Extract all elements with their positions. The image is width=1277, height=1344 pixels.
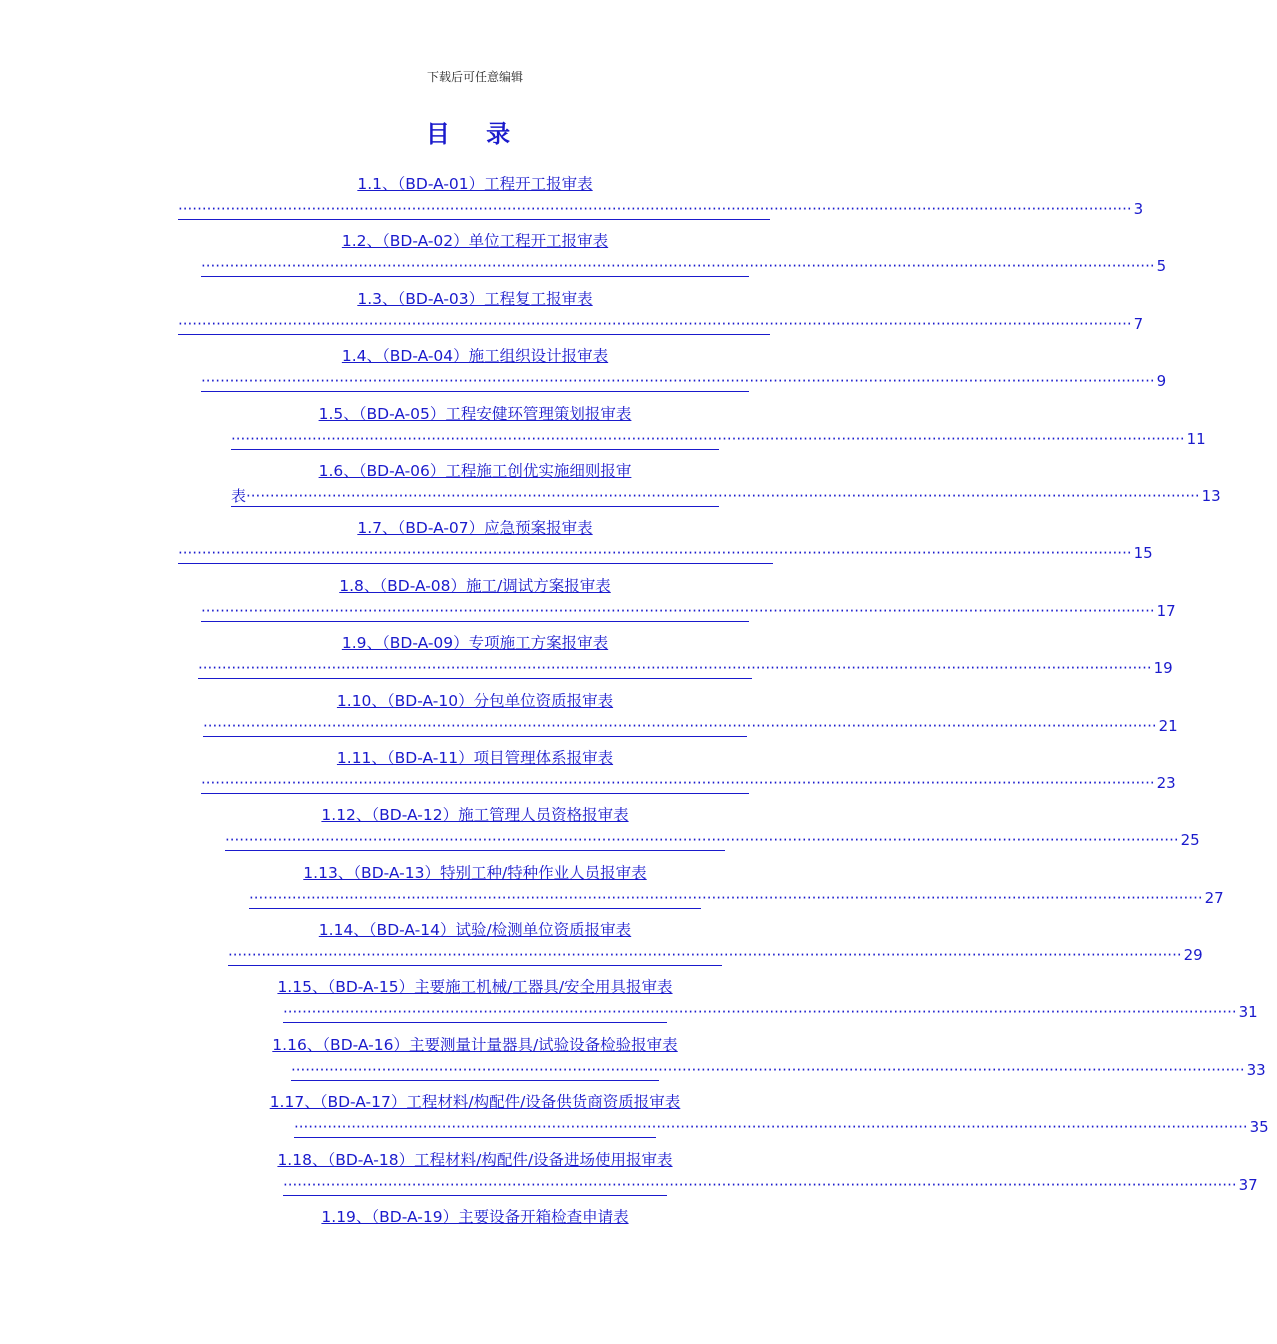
toc-entry-link[interactable]: 1.6、（BD-A-06）工程施工创优实施细则报审 [318,461,632,480]
toc-entry-title-row [0,516,950,538]
dot-leader: ········································································································································································································ [178,200,1132,218]
dot-leader: ········································································································································································································ [283,1175,1237,1194]
toc-entry-page-number: 5 [1156,257,1167,276]
toc-entry-link[interactable]: 1.11、（BD-A-11）项目管理体系报审表 [336,748,614,767]
toc-entry [0,342,1167,399]
toc-entry-leader[interactable] [291,1060,1266,1081]
toc-entry-page-number: 19 [1153,659,1173,678]
toc-entry-title-tail: 表 [231,486,247,505]
toc-entry-link[interactable]: 1.8、（BD-A-08）施工/调试方案报审表 [339,576,611,595]
toc-entry-page-number: 7 [1133,314,1144,333]
toc-entry-title-row [0,861,950,883]
toc-entry-leader[interactable] [178,314,1144,335]
toc-entry [0,687,1178,744]
toc-entry-page-number: 17 [1156,601,1176,620]
toc-entry-link[interactable]: 1.5、（BD-A-05）工程安健环管理策划报审表 [318,404,632,423]
toc-entry-title-row [0,1148,950,1170]
toc-entry-title-row [0,975,950,997]
dot-leader: ········································································································································································································ [201,601,1155,620]
toc-entry-link[interactable]: 1.19、（BD-A-19）主要设备开箱检查申请表 [321,1208,629,1227]
toc-entry-leader[interactable] [178,200,1144,220]
toc-entry [0,1088,1269,1145]
dot-leader: ········································································································································································································ [228,946,1182,965]
toc-entry [0,973,1258,1030]
toc-entry [0,916,1203,973]
dot-leader: ········································································································································································································ [201,372,1155,391]
toc-entry [0,1203,950,1260]
toc-entry-leader[interactable] [231,429,1206,450]
toc-entry-link[interactable]: 1.1、（BD-A-01）工程开工报审表 [357,175,593,193]
toc-entry-page-number: 35 [1249,1118,1269,1137]
toc-entry-leader[interactable] [283,1003,1258,1023]
toc-entry [0,1146,1258,1203]
toc-entry-page-number: 25 [1180,831,1200,850]
toc-entry-title-row [0,172,950,194]
dot-leader: ········································································································································································································ [203,716,1157,735]
toc-entry-title-row [0,1090,950,1112]
toc-entry-title-row [0,459,950,481]
dot-leader: ········································································································································································································ [198,659,1152,678]
toc-entry [0,170,1144,227]
toc-entry-page-number: 15 [1133,544,1153,563]
toc-entry-link[interactable]: 1.12、（BD-A-12）施工管理人员资格报审表 [321,806,629,825]
toc-entry [0,400,1206,457]
toc-entry-link[interactable]: 1.4、（BD-A-04）施工组织设计报审表 [341,347,609,366]
toc-entry [0,572,1176,629]
toc-entry-link[interactable]: 1.2、（BD-A-02）单位工程开工报审表 [341,232,609,251]
toc-entry-title-row [0,746,950,768]
toc-entry [0,1031,1266,1088]
toc-entry [0,629,1173,686]
toc-entry-link[interactable]: 1.7、（BD-A-07）应急预案报审表 [357,519,593,538]
toc-entry-page-number: 37 [1238,1175,1258,1194]
toc-entry [0,457,1221,514]
toc-entry-page-number: 29 [1183,946,1203,965]
dot-leader: ········································································································································································································ [178,314,1132,333]
toc-entry-leader[interactable] [201,601,1176,622]
toc-entry-leader[interactable] [294,1118,1269,1138]
toc-entry-page-number: 23 [1156,773,1176,792]
toc-entry-title-row [0,918,950,940]
toc-entry-leader[interactable] [249,888,1224,909]
dot-leader: ········································································································································································································ [201,257,1155,276]
toc-entry-link[interactable]: 1.13、（BD-A-13）特别工种/特种作业人员报审表 [303,863,647,882]
dot-leader: ········································································································································································································ [225,831,1179,850]
toc-entry-link[interactable]: 1.18、（BD-A-18）工程材料/构配件/设备进场使用报审表 [277,1150,673,1169]
toc-entry-page-number: 33 [1246,1060,1266,1079]
toc-list [0,170,1269,1260]
dot-leader: ········································································································································································································ [283,1003,1237,1022]
dot-leader: ········································································································································································································ [201,773,1155,792]
toc-entry [0,227,1167,284]
dot-leader: ········································································································································································································ [294,1118,1248,1137]
toc-entry-leader[interactable] [201,257,1167,277]
dot-leader: ········································································································································································································ [246,486,1200,505]
toc-entry-page-number: 3 [1133,200,1144,218]
toc-entry-leader[interactable] [201,773,1176,794]
toc-entry-link[interactable]: 1.9、（BD-A-09）专项施工方案报审表 [341,634,609,653]
toc-entry-page-number: 11 [1186,429,1206,448]
toc-entry-page-number: 27 [1204,888,1224,907]
dot-leader: ········································································································································································································ [231,429,1185,448]
toc-entry-page-number: 13 [1201,486,1221,505]
toc-entry-link[interactable]: 1.15、（BD-A-15）主要施工机械/工器具/安全用具报审表 [277,978,673,997]
toc-entry [0,859,1224,916]
toc-entry-title-row [0,574,950,596]
toc-entry-title-row [0,631,950,653]
toc-entry-title-row [0,229,950,251]
toc-entry-leader[interactable] [203,716,1178,737]
toc-entry-title-row [0,1205,950,1227]
dot-leader: ········································································································································································································ [178,544,1132,563]
toc-entry-link[interactable]: 1.16、（BD-A-16）主要测量计量器具/试验设备检验报审表 [272,1035,678,1054]
toc-entry-title-row [0,344,950,366]
toc-entry-leader[interactable] [231,486,1221,507]
toc-entry [0,285,1144,342]
toc-entry-link[interactable]: 1.17、（BD-A-17）工程材料/构配件/设备供货商资质报审表 [269,1093,681,1112]
toc-entry [0,514,1153,571]
toc-entry-page-number: 21 [1158,716,1178,735]
toc-entry-link[interactable]: 1.3、（BD-A-03）工程复工报审表 [357,289,593,308]
toc-entry-leader[interactable] [178,544,1153,564]
toc-entry-leader[interactable] [225,831,1200,851]
toc-entry-title-row [0,287,950,309]
toc-entry-leader[interactable] [228,946,1203,966]
toc-entry-page-number: 31 [1238,1003,1258,1022]
toc-entry-title-row [0,689,950,711]
toc-entry-link[interactable]: 1.10、（BD-A-10）分包单位资质报审表 [336,691,614,710]
dot-leader: ········································································································································································································ [249,888,1203,907]
toc-entry [0,744,1176,801]
toc-entry-page-number: 9 [1156,372,1167,391]
dot-leader: ········································································································································································································ [291,1060,1245,1079]
toc-entry-leader[interactable] [283,1175,1258,1196]
toc-entry-title-row [0,1033,950,1055]
toc-entry-leader[interactable] [201,372,1167,392]
toc-entry-title-row [0,803,950,825]
header-note: 下载后可任意编辑 [426,70,523,84]
toc-title: 目 录 [425,120,525,148]
toc-entry-title-row [0,402,950,424]
toc-entry-leader[interactable] [198,659,1173,679]
toc-entry-link[interactable]: 1.14、（BD-A-14）试验/检测单位资质报审表 [318,921,632,940]
toc-entry [0,801,1200,858]
